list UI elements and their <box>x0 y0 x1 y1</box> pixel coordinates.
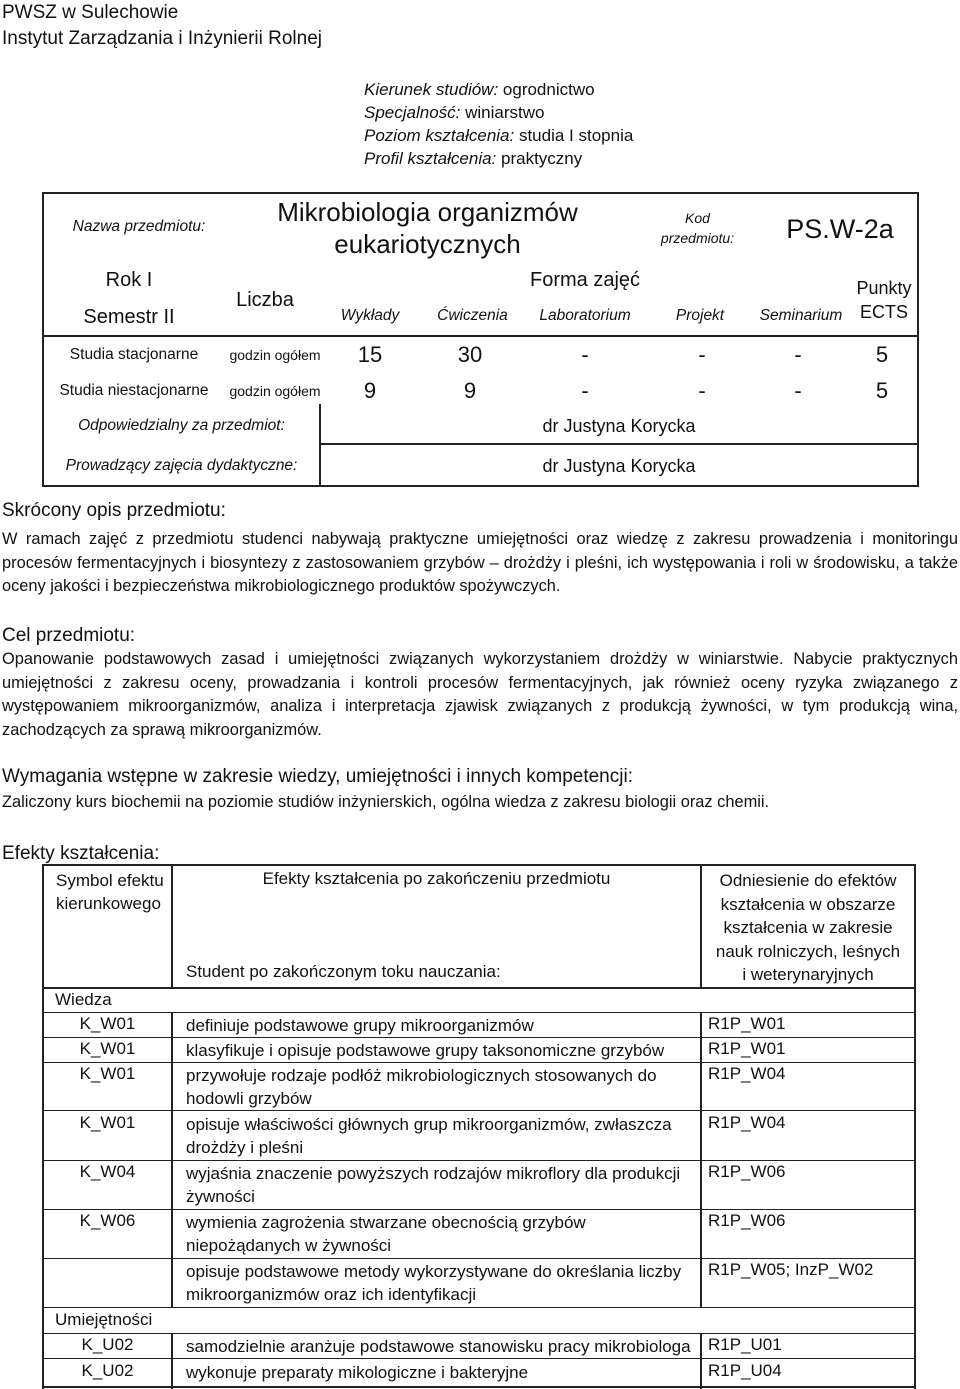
ef-header-ref-4: nauk rolniczych, leśnych <box>715 941 901 961</box>
ef-w1-text: definiuje podstawowe grupy mikroorganizmów <box>186 1016 534 1035</box>
ef-row-line <box>42 1160 916 1161</box>
ef-col2-body2 <box>700 1333 702 1389</box>
ects-label-2: ECTS <box>859 301 908 322</box>
ef-header-ref-1: Odniesienie do efektów <box>719 871 897 890</box>
ef-u2-ref: R1P_U04 <box>708 1361 782 1380</box>
ef-u1-text: samodzielnie aranżuje podstawowe stanowisku pracy mikrobiologa <box>186 1337 691 1356</box>
ef-header-symbol <box>56 869 164 915</box>
ef-header-ref-5: i weterynaryjnych <box>742 965 874 984</box>
unit-niestacjonarne: godzin ogółem <box>229 383 321 399</box>
value-niestac-seminarium: - <box>794 378 802 403</box>
ef-w1-symbol: K_W01 <box>79 1014 136 1033</box>
ef-header-symbol-2: kierunkowego <box>56 894 161 913</box>
ef-row-line <box>42 1333 916 1334</box>
ef-row-line <box>42 1307 916 1308</box>
value-stac-cwiczenia: 30 <box>457 342 483 367</box>
ef-w4-text: opisuje właściwości głównych grup mikroorganizmów, zwłaszcza drożdży i pleśni <box>186 1115 672 1157</box>
ef-header-bottom <box>42 987 916 989</box>
table-divider-1 <box>42 335 919 337</box>
wymagania-title: Wymagania wstępne w zakresie wiedzy, umiejętności i innych kompetencji: <box>2 766 633 787</box>
ef-header-reference <box>702 869 914 987</box>
form-projekt: Projekt <box>675 307 725 324</box>
ef-header-ref-2: kształcenia w obszarze <box>720 894 896 914</box>
ef-header-effects: Efekty kształcenia po zakończeniu przedmiotu <box>262 869 611 888</box>
value-niestac-laboratorium: - <box>581 378 589 403</box>
ef-row-line <box>42 1358 916 1359</box>
form-seminarium: Seminarium <box>759 307 843 324</box>
ef-w6-ref: R1P_W06 <box>708 1211 786 1230</box>
ef-w2-ref: R1P_W01 <box>708 1039 786 1058</box>
ef-category-umiejetnosci: Umiejętności <box>55 1310 153 1329</box>
form-wyklady: Wykłady <box>340 307 400 324</box>
course-code: PS.W-2a <box>786 213 894 244</box>
kierunek-label: Kierunek studiów: <box>364 80 499 99</box>
ef-row-line <box>42 1037 916 1038</box>
poziom-value: studia I stopnia <box>514 126 634 145</box>
form-laboratorium: Laboratorium <box>539 307 631 324</box>
ef-w3-symbol: K_W01 <box>79 1064 136 1083</box>
profil-value: praktyczny <box>496 149 583 168</box>
ef-col1-body2 <box>171 1333 173 1389</box>
meta-specjalnosc <box>364 101 544 124</box>
ef-w1-ref: R1P_W01 <box>708 1014 786 1033</box>
table-divider-3 <box>319 443 919 445</box>
ef-w4-ref: R1P_W04 <box>708 1113 786 1132</box>
semester: Semestr II <box>83 305 175 328</box>
value-niestac-ects: 5 <box>875 378 889 403</box>
kierunek-value: ogrodnictwo <box>498 80 595 99</box>
ef-category-wiedza: Wiedza <box>55 990 112 1009</box>
ef-header-student: Student po zakończonym toku nauczania: <box>186 962 501 981</box>
ef-w2-text: klasyfikuje i opisuje podstawowe grupy taksonomiczne grzybów <box>186 1041 665 1060</box>
ef-border-right <box>914 864 916 1389</box>
wymagania-text: Zaliczony kurs biochemii na poziomie studiów inżynierskich, ogólna wiedza z zakresu biologii oraz chemii. <box>2 793 770 811</box>
value-niestac-cwiczenia: 9 <box>463 378 477 403</box>
value-stac-ects: 5 <box>875 342 889 367</box>
efekty-title: Efekty kształcenia: <box>2 843 160 864</box>
value-stac-wyklady: 15 <box>357 342 383 367</box>
ef-w5-text: wyjaśnia znaczenie powyższych rodzajów mikroflory dla produkcji żywności <box>186 1164 681 1206</box>
poziom-label: Poziom kształcenia: <box>364 126 515 145</box>
ef-u1-ref: R1P_U01 <box>708 1335 782 1354</box>
course-name-label: Nazwa przedmiotu: <box>72 218 206 235</box>
unit-stacjonarne: godzin ogółem <box>229 347 321 363</box>
ef-u2-text: wykonuje preparaty mikologiczne i bakteryjne <box>186 1363 529 1382</box>
responsible-label: Odpowiedzialny za przedmiot: <box>78 417 285 434</box>
ef-row-line <box>42 1012 916 1013</box>
ef-w6-symbol: K_W06 <box>79 1211 136 1230</box>
specjalnosc-label: Specjalność: <box>364 103 461 122</box>
ef-border-bottom <box>42 1386 916 1388</box>
meta-profil <box>364 147 582 170</box>
teacher-name: dr Justyna Korycka <box>542 455 696 476</box>
responsible-name: dr Justyna Korycka <box>542 415 696 436</box>
ef-u2-symbol: K_U02 <box>81 1361 134 1380</box>
table-border-bottom <box>42 485 919 487</box>
mode-stacjonarne: Studia stacjonarne <box>69 346 199 363</box>
course-name-line2: eukariotycznych <box>334 228 521 259</box>
institute-name: Instytut Zarządzania i Inżynierii Rolnej <box>2 28 322 49</box>
ef-row-line <box>42 1209 916 1210</box>
ef-row-line <box>42 1110 916 1111</box>
ef-w5-symbol: K_W04 <box>79 1162 136 1181</box>
ef-w4-symbol: K_W01 <box>79 1113 136 1132</box>
value-niestac-wyklady: 9 <box>363 378 377 403</box>
forma-label: Forma zajęć <box>529 268 641 291</box>
form-cwiczenia: Ćwiczenia <box>437 307 508 324</box>
value-stac-projekt: - <box>698 342 706 367</box>
specjalnosc-value: winiarstwo <box>460 103 545 122</box>
opis-title: Skrócony opis przedmiotu: <box>2 500 226 521</box>
year: Rok I <box>105 268 153 291</box>
ef-row-line <box>42 1062 916 1063</box>
ef-w2-symbol: K_W01 <box>79 1039 136 1058</box>
teacher-label: Prowadzący zajęcia dydaktyczne: <box>65 457 298 474</box>
ef-border-top <box>42 864 916 866</box>
university-name: PWSZ w Sulechowie <box>2 2 179 23</box>
ef-w6-text: wymienia zagrożenia stwarzane obecnością grzybów niepożądanych w żywności <box>186 1213 586 1255</box>
value-stac-seminarium: - <box>794 342 802 367</box>
value-stac-laboratorium: - <box>581 342 589 367</box>
liczba-label: Liczba <box>236 288 294 311</box>
code-label-1: Kod <box>685 210 710 226</box>
cel-text: Opanowanie podstawowych zasad i umiejętności związanych wykorzystaniem drożdży w winiarstwie. Nabycie praktycznych umiejętności z zakresu oceny, prowadzania i kontroli procesów fermentacyjnych, jak również oceny ryzyka związanego z występowaniem mikroorganizmów, analiza i interpretacja zjawisk związanych z produkcją żywności, w tym produkcją wina, zachodzących za sprawą mikroorganizmów. <box>2 650 958 739</box>
ef-row-line <box>42 1258 916 1259</box>
ef-header-symbol-1: Symbol efektu <box>56 871 164 890</box>
mode-niestacjonarne: Studia niestacjonarne <box>59 382 209 399</box>
ef-w7-ref: R1P_W05; InzP_W02 <box>708 1260 874 1279</box>
course-name-line1: Mikrobiologia organizmów <box>277 196 578 227</box>
ef-w3-text: przywołuje rodzaje podłóż mikrobiologicznych stosowanych do hodowli grzybów <box>186 1066 657 1108</box>
ef-w7-text: opisuje podstawowe metody wykorzystywane do określania liczby mikroorganizmów oraz ich identyfikacji <box>186 1262 682 1304</box>
value-niestac-projekt: - <box>698 378 706 403</box>
table-border-top <box>42 192 919 194</box>
code-label-2: przedmiotu: <box>660 230 735 246</box>
meta-poziom <box>364 124 633 147</box>
meta-kierunek <box>364 78 595 101</box>
opis-text: W ramach zajęć z przedmiotu studenci nabywają praktyczne umiejętności oraz wiedzę z zakresu prowadzenia i monitoringu procesów fermentacyjnych i biosyntezy z zastosowaniem grzybów – drożdży i pleśni, ich występowania i roli w środowisku, a także oceny jakości i bezpieczeństwa mikrobiologicznego produktów spożywczych. <box>2 530 958 595</box>
ef-u1-symbol: K_U02 <box>81 1335 134 1354</box>
ef-header-ref-3: kształcenia w zakresie <box>723 918 893 937</box>
cel-title: Cel przedmiotu: <box>2 625 136 646</box>
ef-w3-ref: R1P_W04 <box>708 1064 786 1083</box>
ects-label-1: Punkty <box>856 277 912 298</box>
ef-w5-ref: R1P_W06 <box>708 1162 786 1181</box>
profil-label: Profil kształcenia: <box>364 149 497 168</box>
